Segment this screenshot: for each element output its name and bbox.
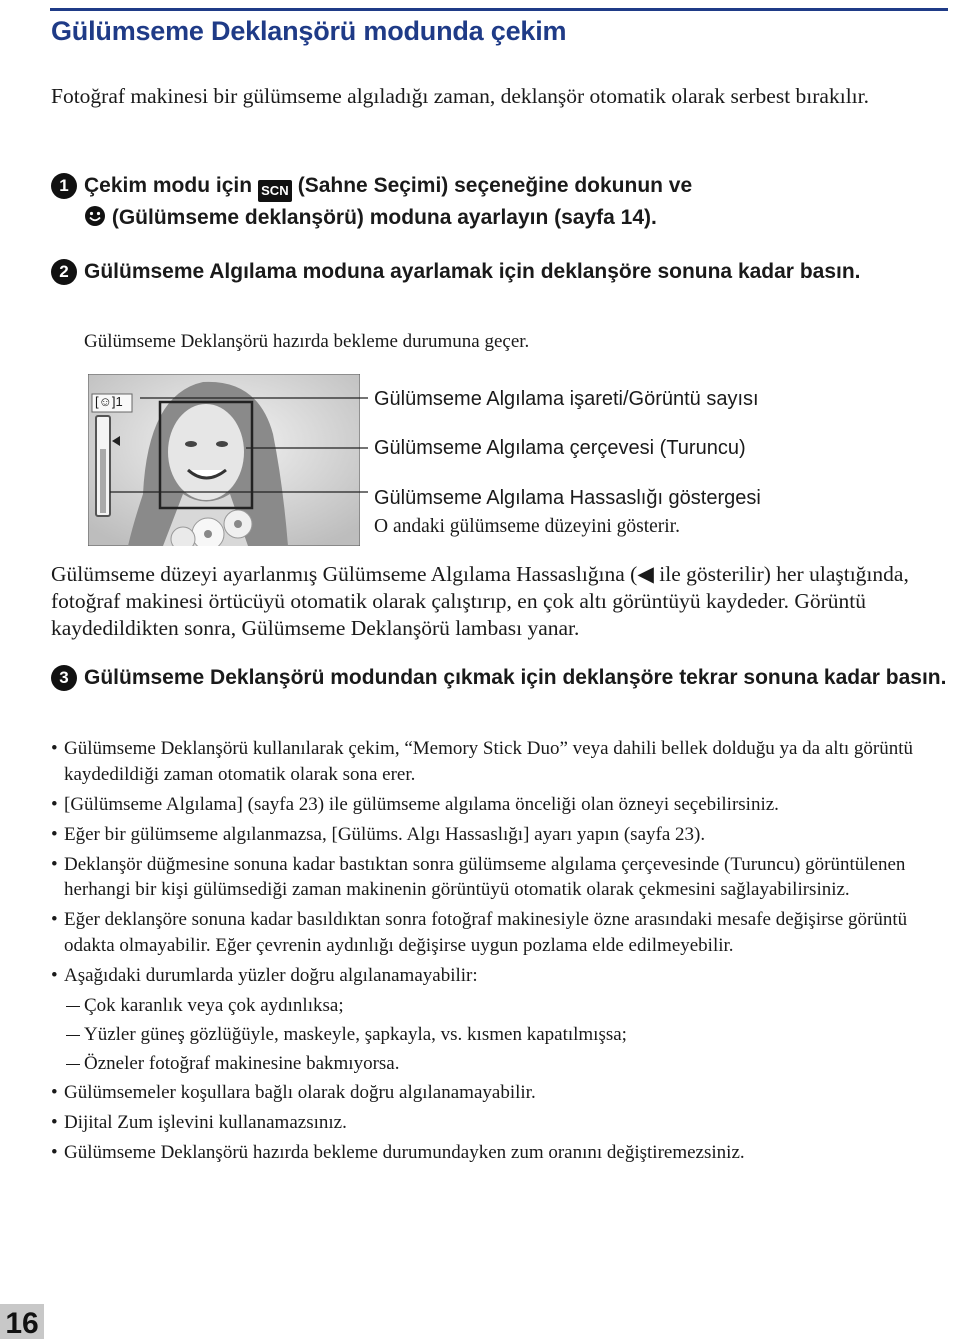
list-item: • Eğer bir gülümseme algılanmazsa, [Gülüms. Algı Hassaslığı] ayarı yapın (sayfa 23).: [51, 822, 946, 848]
sub-list-item: Özneler fotoğraf makinesine bakmıyorsa.: [51, 1051, 946, 1077]
step-number-badge: 3: [51, 665, 77, 691]
notes-list: [51, 736, 946, 1170]
callout-lines: [0, 0, 960, 560]
step-1-text-b: (Sahne Seçimi) seçeneğine dokunun ve: [297, 174, 693, 197]
list-item: • Eğer deklanşöre sonuna kadar basıldıktan sonra fotoğraf makinesiyle özne arasındaki mesafe değişirse görüntü odakta olmayabilir. Eğer çevrenin aydınlığı değişirse uygun pozlama elde edilmeyebilir.: [51, 907, 946, 958]
sub-list-item: Çok karanlık veya çok aydınlıksa;: [51, 993, 946, 1019]
body-paragraph: Gülümseme düzeyi ayarlanmış Gülümseme Algılama Hassaslığına (◀ ile gösterilir) her ulaştığında, fotoğraf makinesi örtücüyü otomatik olarak çalıştırıp, en çok altı görüntüyü kaydeder. Görüntü kaydedildikten sonra, Gülümseme Deklanşörü lambası yanar.: [51, 562, 909, 640]
callout-sensitivity-note: O andaki gülümseme düzeyini gösterir.: [374, 516, 680, 537]
list-item: • Dijital Zum işlevini kullanamazsınız.: [51, 1110, 946, 1136]
page-title: Gülümseme Deklanşörü modunda çekim: [51, 16, 567, 46]
smile-indicator-label: [☺]1: [95, 394, 123, 409]
list-item: • Deklanşör düğmesine sonuna kadar bastıktan sonra gülümseme algılama çerçevesinde (Turuncu) görüntülenen herhangi bir kişi gülümsediği zaman makinenin görüntüyü otomatik olarak çekmesini sağlayabilirsiniz.: [51, 852, 946, 903]
step-3: [51, 662, 951, 693]
list-item: • Gülümseme Deklanşörü hazırda bekleme durumundayken zum oranını değiştiremezsiniz.: [51, 1140, 946, 1166]
intro-text: Fotoğraf makinesi bir gülümseme algıladığı zaman, deklanşör otomatik olarak serbest bırakılır.: [51, 84, 869, 108]
sub-list-item: Yüzler güneş gözlüğüyle, maskeyle, şapkayla, vs. kısmen kapatılmışsa;: [51, 1022, 946, 1048]
callout-smile-mark: Gülümseme Algılama işareti/Görüntü sayısı: [374, 388, 759, 410]
page-number: 16: [0, 1304, 44, 1339]
step-1-text-a: Çekim modu için: [84, 174, 253, 197]
callout-sensitivity: Gülümseme Algılama Hassaslığı göstergesi: [374, 487, 761, 509]
step-2-subtext: Gülümseme Deklanşörü hazırda bekleme durumuna geçer.: [84, 331, 530, 352]
callout-detection-frame: Gülümseme Algılama çerçevesi (Turuncu): [374, 437, 746, 459]
step-1-text-c: (Gülümseme deklanşörü) moduna ayarlayın (sayfa 14).: [111, 206, 657, 229]
list-item: • Gülümsemeler koşullara bağlı olarak doğru algılanamayabilir.: [51, 1080, 946, 1106]
list-item: • Gülümseme Deklanşörü kullanılarak çekim, “Memory Stick Duo” veya dahili bellek dolduğu ya da altı görüntü kaydedildiği zaman otomatik olarak sona erer.: [51, 736, 946, 787]
step-number-badge: 1: [51, 173, 77, 199]
scn-icon: SCN: [258, 180, 292, 202]
step-2-text: Gülümseme Algılama moduna ayarlamak için deklanşöre sonuna kadar basın.: [84, 260, 861, 283]
list-item: • [Gülümseme Algılama] (sayfa 23) ile gülümseme algılama önceliği olan özneyi seçebilirsiniz.: [51, 792, 946, 818]
step-3-text: Gülümseme Deklanşörü modundan çıkmak için deklanşöre tekrar sonuna kadar basın.: [84, 666, 947, 689]
list-item: • Aşağıdaki durumlarda yüzler doğru algılanamayabilir:: [51, 963, 946, 989]
step-number-badge: 2: [51, 259, 77, 285]
